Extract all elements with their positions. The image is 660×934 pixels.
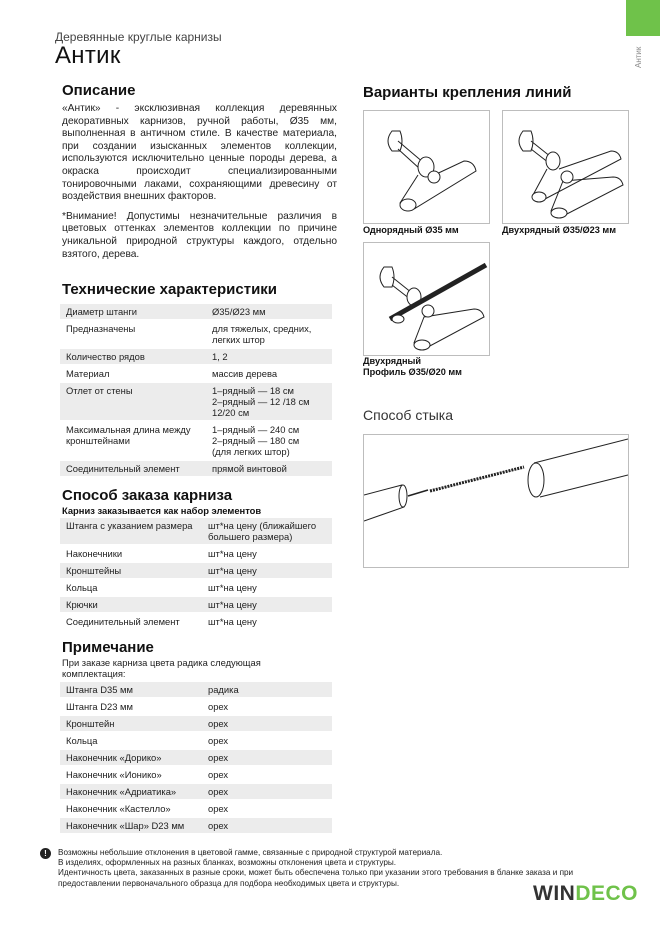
row-value: 1–рядный — 18 см 2–рядный — 12 /18 см 12/20 см <box>206 383 332 420</box>
warning-icon: ! <box>40 848 51 859</box>
table-row <box>60 614 332 629</box>
row-value: шт*на цену <box>202 597 332 612</box>
row-value: шт*на цену <box>202 563 332 578</box>
table-row <box>60 383 332 420</box>
table-row <box>60 349 332 364</box>
order-table <box>60 516 332 631</box>
table-row <box>60 580 332 595</box>
description-text <box>62 103 337 268</box>
table-row <box>60 801 332 816</box>
table-row <box>60 750 332 765</box>
table-row <box>60 461 332 476</box>
row-label: Наконечник «Дорико» <box>60 750 202 765</box>
row-value: радика <box>202 682 332 697</box>
section-tab <box>626 0 660 36</box>
order-heading: Способ заказа карниза <box>62 487 233 504</box>
table-row <box>60 597 332 612</box>
row-label: Кронштейны <box>60 563 202 578</box>
row-value: орех <box>202 818 332 833</box>
row-label: Соединительный элемент <box>66 616 180 627</box>
joint-heading: Способ стыка <box>363 407 454 423</box>
table-row <box>60 546 332 561</box>
description-heading: Описание <box>62 82 136 99</box>
profile-caption: Двухрядный Профиль Ø35/Ø20 мм <box>363 356 462 377</box>
row-value: орех <box>202 784 332 799</box>
row-value: орех <box>208 735 229 746</box>
table-row <box>60 321 332 347</box>
row-value: шт*на цену <box>208 616 257 627</box>
row-label: Наконечники <box>66 548 123 559</box>
row-label: Наконечник «Ионико» <box>66 769 162 780</box>
table-row <box>60 784 332 799</box>
remark-table <box>60 680 332 835</box>
row-label: Отлет от стены <box>60 383 206 420</box>
specs-heading: Технические характеристики <box>62 281 278 298</box>
remark-heading: Примечание <box>62 639 154 656</box>
order-subheading: Карниз заказывается как набор элементов <box>62 505 262 516</box>
row-value: 1, 2 <box>206 349 332 364</box>
row-value: орех <box>208 769 229 780</box>
footer-line: Идентичность цвета, заказанных в разные сроки, может быть обеспечена только при указании этого требования в бланке заказа и при предоставлении первоначального образца для подбора необходимых цвета и структуры. <box>58 868 574 888</box>
brand-logo-part2: DECO <box>575 882 639 905</box>
description-warning: *Внимание! Допустимы незначительные различия в цветовых оттенках элементов коллекции по причине уникальной природной структуры каждого, отдельно взятого, дерева. <box>62 210 337 260</box>
row-label: Кольца <box>66 582 98 593</box>
row-label: Штанга D23 мм <box>66 701 133 712</box>
table-row <box>60 366 332 381</box>
brand-logo-part1: WIN <box>533 882 576 905</box>
row-value: орех <box>202 716 332 731</box>
table-row <box>60 563 332 578</box>
row-value: Ø35/Ø23 мм <box>206 304 332 319</box>
page-title: Антик <box>55 42 121 69</box>
specs-table <box>60 302 332 478</box>
table-row <box>60 682 332 697</box>
remark-intro: При заказе карниза цвета радика следующая комплектация: <box>62 657 261 679</box>
double-row-caption: Двухрядный Ø35/Ø23 мм <box>502 225 617 235</box>
section-tab-label: Антик <box>634 46 643 68</box>
table-row <box>60 716 332 731</box>
table-row <box>60 818 332 833</box>
row-label: Диаметр штанги <box>60 304 206 319</box>
row-label: Штанга с указанием размера <box>60 518 202 544</box>
table-row <box>60 518 332 544</box>
page-subtitle: Деревянные круглые карнизы <box>55 30 222 44</box>
row-value: шт*на цену <box>208 548 257 559</box>
row-value: шт*на цену (ближайшего большего размера) <box>202 518 332 544</box>
row-value: для тяжелых, средних, легких штор <box>212 323 312 345</box>
row-value: шт*на цену <box>208 582 257 593</box>
row-label: Предназначены <box>66 323 136 334</box>
row-label: Крючки <box>60 597 202 612</box>
row-label: Наконечник «Шар» D23 мм <box>60 818 202 833</box>
table-row <box>60 767 332 782</box>
row-label: Наконечник «Адриатика» <box>60 784 202 799</box>
table-row <box>60 304 332 319</box>
row-value: орех <box>208 701 229 712</box>
row-value: массив дерева <box>212 368 278 379</box>
row-label: Максимальная длина между кронштейнами <box>66 424 191 446</box>
row-label: Количество рядов <box>60 349 206 364</box>
table-row <box>60 699 332 714</box>
footer-notes <box>58 848 578 889</box>
double-row-illustration <box>502 110 629 224</box>
profile-illustration <box>363 242 490 356</box>
brand-logo <box>533 882 638 906</box>
mounting-heading: Варианты крепления линий <box>363 84 572 101</box>
row-value: 1–рядный — 240 см 2–рядный — 180 см (для легких штор) <box>212 424 300 457</box>
row-label: Материал <box>66 368 110 379</box>
row-value: прямой винтовой <box>206 461 332 476</box>
row-label: Соединительный элемент <box>60 461 206 476</box>
footer-line: В изделиях, оформленных на разных бланках, возможны отклонения цвета и структуры. <box>58 858 397 868</box>
joint-illustration <box>363 434 629 568</box>
row-label: Наконечник «Кастелло» <box>66 803 171 814</box>
footer-line: Возможны небольшие отклонения в цветовой гамме, связанные с природной структурой материала. <box>58 848 443 857</box>
row-value: орех <box>208 803 229 814</box>
row-label: Кронштейн <box>60 716 202 731</box>
single-row-caption: Однорядный Ø35 мм <box>363 225 459 235</box>
table-row <box>60 422 332 459</box>
row-label: Кольца <box>66 735 98 746</box>
row-value: орех <box>202 750 332 765</box>
row-label: Штанга D35 мм <box>60 682 202 697</box>
description-paragraph: «Антик» - эксклюзивная коллекция деревянных декоративных карнизов, ручной работы, Ø35 мм, выполненная в античном стиле. В качестве материала, при создании изысканных элементов коллекции, используются исключительно ценные породы дерева, а окраска происходит специализированными тонировочными лаками, сохраняющими древесину от воздействия внешних факторов. <box>62 103 337 203</box>
table-row <box>60 733 332 748</box>
single-row-illustration <box>363 110 490 224</box>
